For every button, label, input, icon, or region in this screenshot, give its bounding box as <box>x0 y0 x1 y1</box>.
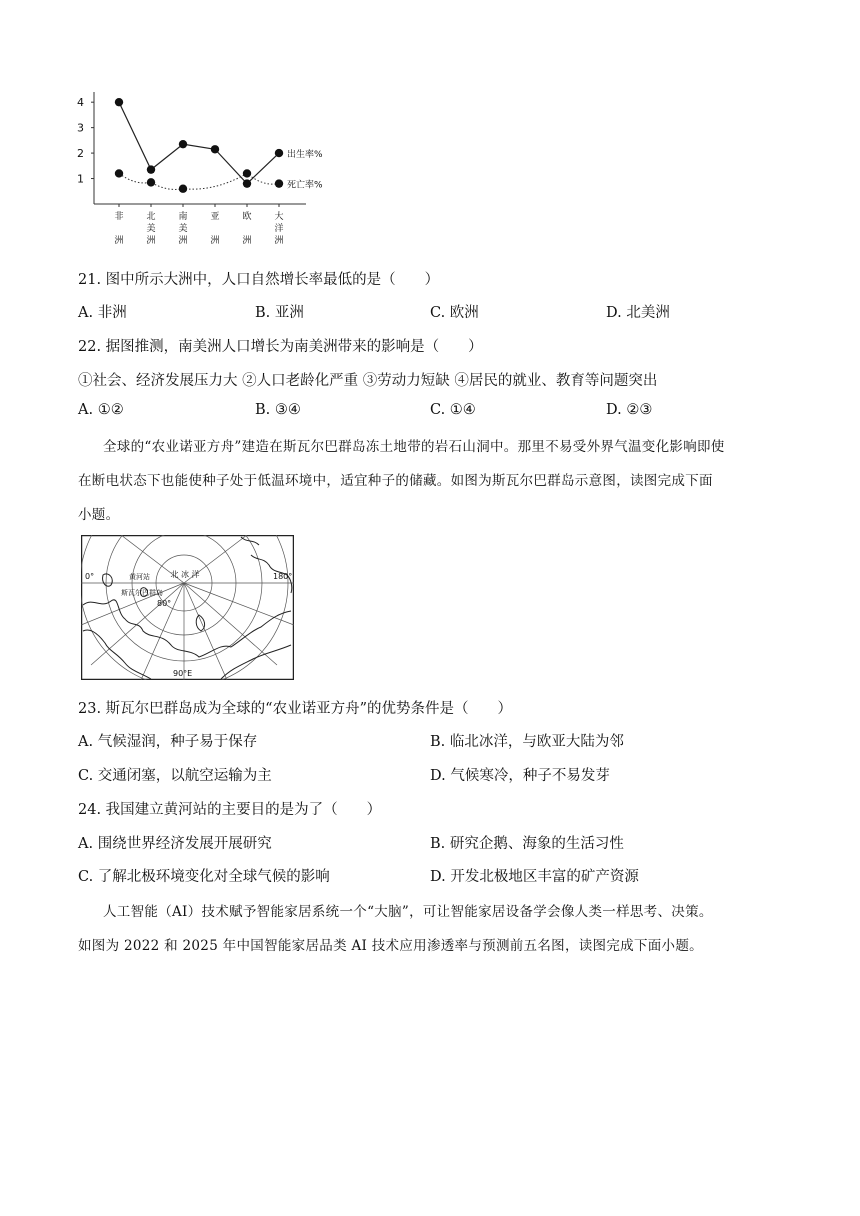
q24-option-b[interactable]: B. 研究企鹅、海象的生活习性 <box>430 836 624 852</box>
map-label-svalbard: 斯瓦尔巴群岛 <box>121 589 163 597</box>
death-rate-point <box>179 185 187 193</box>
y-tick-label: 1 <box>77 172 84 186</box>
birth-rate-point <box>211 145 219 153</box>
birth-rate-point <box>179 140 187 148</box>
x-tick-label: 美 <box>146 224 156 234</box>
q22-option-b[interactable]: B. ③④ <box>255 402 301 418</box>
x-tick-label: 洲 <box>274 236 284 246</box>
map-frame <box>82 536 294 680</box>
map-label-0: 0° <box>85 572 95 581</box>
q21-stem: 21. 图中所示大洲中，人口自然增长率最低的是（ ） <box>78 272 440 288</box>
q22-items: ①社会、经济发展压力大 ②人口老龄化严重 ③劳动力短缺 ④居民的就业、教育等问题突出 <box>78 373 658 389</box>
death-rate-point <box>243 169 251 177</box>
passage1-line3: 小题。 <box>78 507 120 523</box>
q23-option-b[interactable]: B. 临北冰洋，与欧亚大陆为邻 <box>430 734 624 750</box>
q23-option-c[interactable]: C. 交通闭塞，以航空运输为主 <box>78 768 272 784</box>
passage2-line1: 人工智能（AI）技术赋予智能家居系统一个“大脑”，可让智能家居设备学会像人类一样思考、决策。 <box>103 904 713 920</box>
y-tick-label: 3 <box>77 121 84 135</box>
x-tick-label: 洲 <box>146 236 156 246</box>
svalbard-map <box>81 535 294 680</box>
x-tick-label: 洋 <box>274 224 284 234</box>
q24-option-a[interactable]: A. 围绕世界经济发展开展研究 <box>78 836 272 852</box>
x-tick-label: 非 <box>114 212 124 222</box>
q24-option-d[interactable]: D. 开发北极地区丰富的矿产资源 <box>430 869 639 885</box>
q23-stem: 23. 斯瓦尔巴群岛成为全球的“农业诺亚方舟”的优势条件是（ ） <box>78 701 512 717</box>
y-axis <box>77 92 94 204</box>
passage1-line2: 在断电状态下也能使种子处于低温环境中，适宜种子的储藏。如图为斯瓦尔巴群岛示意图，读图完成下面 <box>78 473 713 489</box>
legend-label-birth-rate: 出生率% <box>287 150 323 161</box>
x-axis <box>94 204 306 246</box>
x-tick-label: 洲 <box>242 236 252 246</box>
x-tick-label: 欧 <box>242 212 252 222</box>
birth-rate-point <box>275 149 283 157</box>
q21-option-d[interactable]: D. 北美洲 <box>606 305 670 321</box>
series-layer <box>115 98 323 193</box>
q23-option-a[interactable]: A. 气候湿润，种子易于保存 <box>78 734 258 750</box>
series-line-birth-rate <box>119 102 279 183</box>
x-tick-label: 美 <box>178 224 188 234</box>
x-tick-label: 南 <box>178 212 188 222</box>
q22-option-c[interactable]: C. ①④ <box>430 402 476 418</box>
y-tick-label: 4 <box>77 96 84 110</box>
birth-rate-point <box>147 165 155 173</box>
q21-option-c[interactable]: C. 欧洲 <box>430 305 479 321</box>
map-label-ocean: 北 冰 洋 <box>170 570 200 579</box>
q21-option-a[interactable]: A. 非洲 <box>78 305 127 321</box>
death-rate-point <box>275 179 283 187</box>
q24-stem: 24. 我国建立黄河站的主要目的是为了（ ） <box>78 802 382 818</box>
legend-label-death-rate: 死亡率% <box>287 180 323 191</box>
x-tick-label: 北 <box>146 212 156 222</box>
q23-option-d[interactable]: D. 气候寒冷，种子不易发芽 <box>430 768 610 784</box>
q22-option-a[interactable]: A. ①② <box>78 402 124 418</box>
birth-death-rate-chart <box>74 88 374 256</box>
q22-stem: 22. 据图推测，南美洲人口增长为南美洲带来的影响是（ ） <box>78 339 483 355</box>
map-label-90e: 90°E <box>173 669 193 678</box>
death-rate-point <box>147 178 155 186</box>
birth-rate-point <box>115 98 123 106</box>
x-tick-label: 亚 <box>210 212 220 222</box>
q22-option-d[interactable]: D. ②③ <box>606 402 653 418</box>
x-tick-label: 大 <box>274 212 284 222</box>
passage1-line1: 全球的“农业诺亚方舟”建造在斯瓦尔巴群岛冻土地带的岩石山洞中。那里不易受外界气温变化影响即使 <box>103 439 725 455</box>
q21-option-b[interactable]: B. 亚洲 <box>255 305 304 321</box>
map-label-80: 80° <box>157 599 172 608</box>
q24-option-c[interactable]: C. 了解北极环境变化对全球气候的影响 <box>78 869 330 885</box>
passage2-line2: 如图为 2022 和 2025 年中国智能家居品类 AI 技术应用渗透率与预测前五名图，读图完成下面小题。 <box>78 938 703 954</box>
death-rate-point <box>115 169 123 177</box>
birth-rate-point <box>243 179 251 187</box>
x-tick-label: 洲 <box>210 236 220 246</box>
map-label-180: 180° <box>273 572 293 581</box>
map-label-station: 黄河站 <box>129 573 150 581</box>
y-tick-label: 2 <box>77 147 84 161</box>
x-tick-label: 洲 <box>178 236 188 246</box>
x-tick-label: 洲 <box>114 236 124 246</box>
